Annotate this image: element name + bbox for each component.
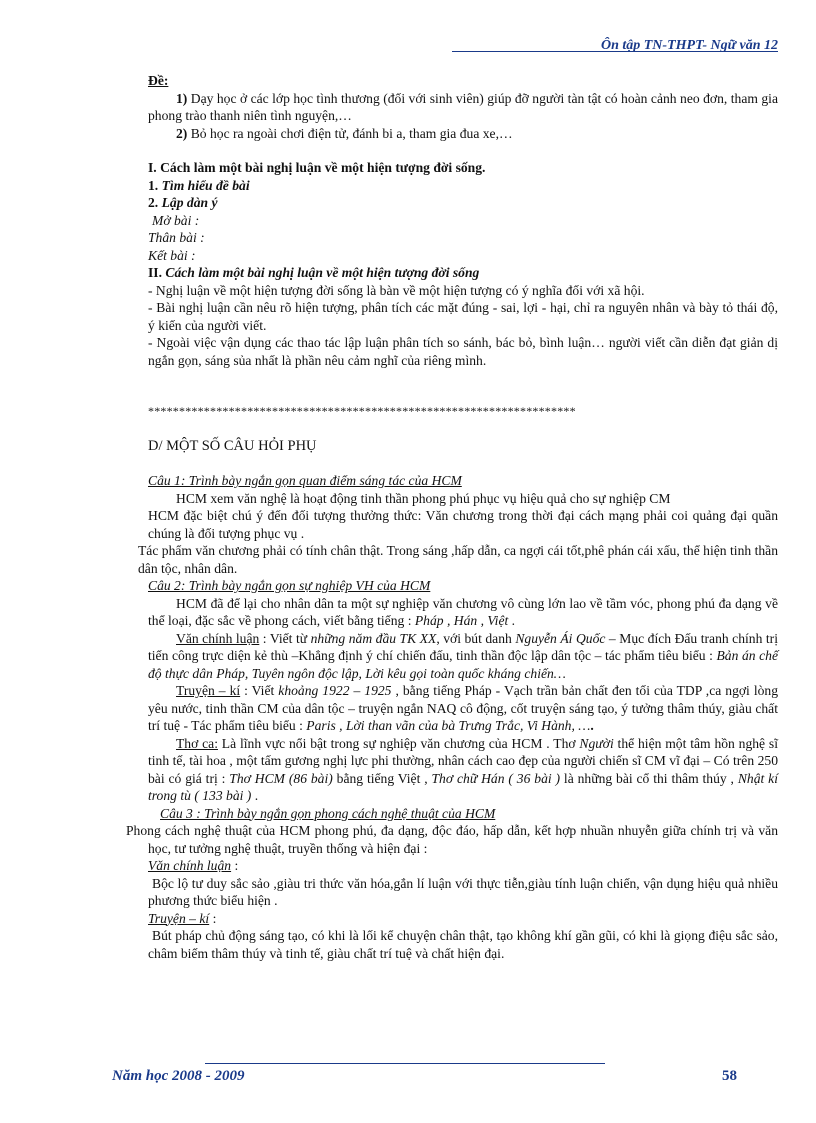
question-2-p1: HCM đã để lại cho nhân dân ta một sự nghiệp văn chương vô cùng lớn lao về tầm vóc, phong phú đa dạng về thể loại, đặc sắc về phong cách, viết bằng tiếng : Pháp , Hán , Việt . [148, 595, 778, 628]
de-heading: Đề: [148, 73, 169, 88]
question-2-title: Câu 2: Trình bày ngắn gọn sự nghiệp VH của HCM [148, 578, 431, 593]
method-bullet-3: - Ngoài việc vận dụng các thao tác lập luận phân tích so sánh, bác bỏ, bình luận… người viết cần diễn đạt giản dị ngắn gọn, sáng sủa nhất là phần nêu cảm nghĩ của riêng mình. [148, 335, 778, 368]
spacer [148, 369, 778, 403]
question-3-tk-text: Bút pháp chủ động sáng tạo, có khi là lối kể chuyện chân thật, tạo không khí gần gũi, có khi là giọng điệu sắc sảo, châm biếm thâm thúy và tinh tế, giàu chất trí tuệ và chất hiện đại. [148, 928, 778, 961]
question-1-title: Câu 1: Trình bày ngắn gọn quan điểm sáng tác của HCM [148, 473, 462, 488]
page-header-title: Ôn tập TN-THPT- Ngữ văn 12 [600, 38, 778, 53]
tho-ca-paragraph: Thơ ca: Là lĩnh vực nổi bật trong sự nghiệp văn chương của HCM . Thơ Người thể hiện một tâm hồn nghệ sĩ tinh tế, tài hoa , một tấm gương nghị lực phi thường, nhân cách cao đẹp của người chiến sĩ CM vĩ đại – Có trên 250 bài có giá trị : Thơ HCM (86 bài) bằng tiếng Việt , Thơ chữ Hán ( 36 bài ) là những bài cổ thi thâm thúy , Nhật kí trong tù ( 133 bài ) . [148, 735, 778, 803]
question-3-tk-label: Truyện – kí : [148, 910, 217, 926]
header-rule [452, 51, 778, 52]
question-1-p2: HCM đặc biệt chú ý đến đối tượng thưởng thức: Văn chương trong thời đại cách mạng phải coi quảng đại quần chúng là đối tượng phục vụ . [148, 508, 778, 541]
question-3-vcl-text: Bộc lộ tư duy sắc sảo ,giàu tri thức văn hóa,gắn lí luận với thực tiễn,giàu tính luận chiến, vận dụng hiệu quả nhiều phương thức biểu hiện . [148, 875, 778, 908]
question-3-vcl-label: Văn chính luận : [148, 858, 239, 873]
van-chinh-luan-paragraph: Văn chính luận : Viết từ những năm đầu TK XX, với bút danh Nguyễn Ái Quốc – Mục đích Đấu tranh chính trị tiến công trực diện kẻ thù –Khẳng định ý chí chiến đấu, tinh thần độc lập dân tộc – tác phẩm tiêu biểu : Bản án chế độ thực dân Pháp, Tuyên ngôn độc lập, Lời kêu gọi toàn quốc kháng chiến… [148, 630, 778, 681]
question-3-p1: Phong cách nghệ thuật của HCM phong phú, đa dạng, độc đáo, hấp dẫn, kết hợp nhuần nhuyễn giữa chính trị và văn học, tư tưởng nghệ thuật, truyền thống và hiện đại : [126, 823, 778, 856]
outline-than-bai: Thân bài : [148, 230, 205, 245]
de-question-1: 1) Dạy học ở các lớp học tình thương (đối với sinh viên) giúp đỡ người tàn tật có hoàn cảnh neo đơn, tham gia phong trào thanh niên tình nguyện,… [148, 90, 778, 123]
method-step-2: 2. Lập dàn ý [148, 195, 218, 210]
question-1-p3: Tác phẩm văn chương phải có tính chân thật. Trong sáng ,hấp dẫn, ca ngợi cái tốt,phê phán cái xấu, thể hiện tinh thần dân tộc, nhân dân. [138, 543, 778, 576]
spacer [148, 421, 778, 438]
question-1-p1: HCM xem văn nghệ là hoạt động tinh thần phong phú phục vụ hiệu quả cho sự nghiệp CM [176, 490, 671, 506]
de-question-2: 2) Bỏ học ra ngoài chơi điện tử, đánh bi a, tham gia đua xe,… [176, 125, 513, 141]
method-heading-1: I. Cách làm một bài nghị luận về một hiện tượng đời sống. [148, 160, 486, 175]
footer-rule [205, 1063, 605, 1064]
method-bullet-1: - Nghị luận về một hiện tượng đời sống là bàn về một hiện tượng có ý nghĩa đối với xã hội. [148, 282, 645, 298]
method-bullet-2: - Bài nghị luận cần nêu rõ hiện tượng, phân tích các mặt đúng - sai, lợi - hại, chỉ ra nguyên nhân và bày tỏ thái độ, ý kiến của người viết. [148, 300, 778, 333]
spacer [148, 142, 778, 159]
page-content [126, 72, 778, 962]
outline-ket-bai: Kết bài : [148, 247, 196, 263]
spacer [148, 455, 778, 472]
method-heading-2: II. Cách làm một bài nghị luận về một hiện tượng đời sống [148, 265, 480, 280]
asterisk-separator: ********************************************************************* [148, 404, 576, 418]
outline-mo-bai: Mở bài : [152, 212, 200, 228]
truyen-ki-paragraph: Truyện – kí : Viết khoảng 1922 – 1925 , bằng tiếng Pháp - Vạch trần bản chất đen tối của TDP ,ca ngợi lòng yêu nước, tinh thần CM của dân tộc – truyện ngắn NAQ cô động, cốt truyện sáng tạo, ý tưởng thâm thúy, giàu chất trí tuệ - Tác phẩm tiêu biểu : Paris , Lời than vãn của bà Trưng Trắc, Vi Hành, …. [148, 683, 778, 733]
question-3-title: Câu 3 : Trình bày ngắn gọn phong cách nghệ thuật của HCM [160, 805, 496, 821]
footer-school-year: Năm học 2008 - 2009 [112, 1068, 245, 1084]
method-step-1: 1. Tìm hiểu đề bài [148, 177, 250, 193]
section-d-title: D/ MỘT SỐ CÂU HỎI PHỤ [148, 437, 317, 454]
page-number: 58 [722, 1068, 737, 1084]
